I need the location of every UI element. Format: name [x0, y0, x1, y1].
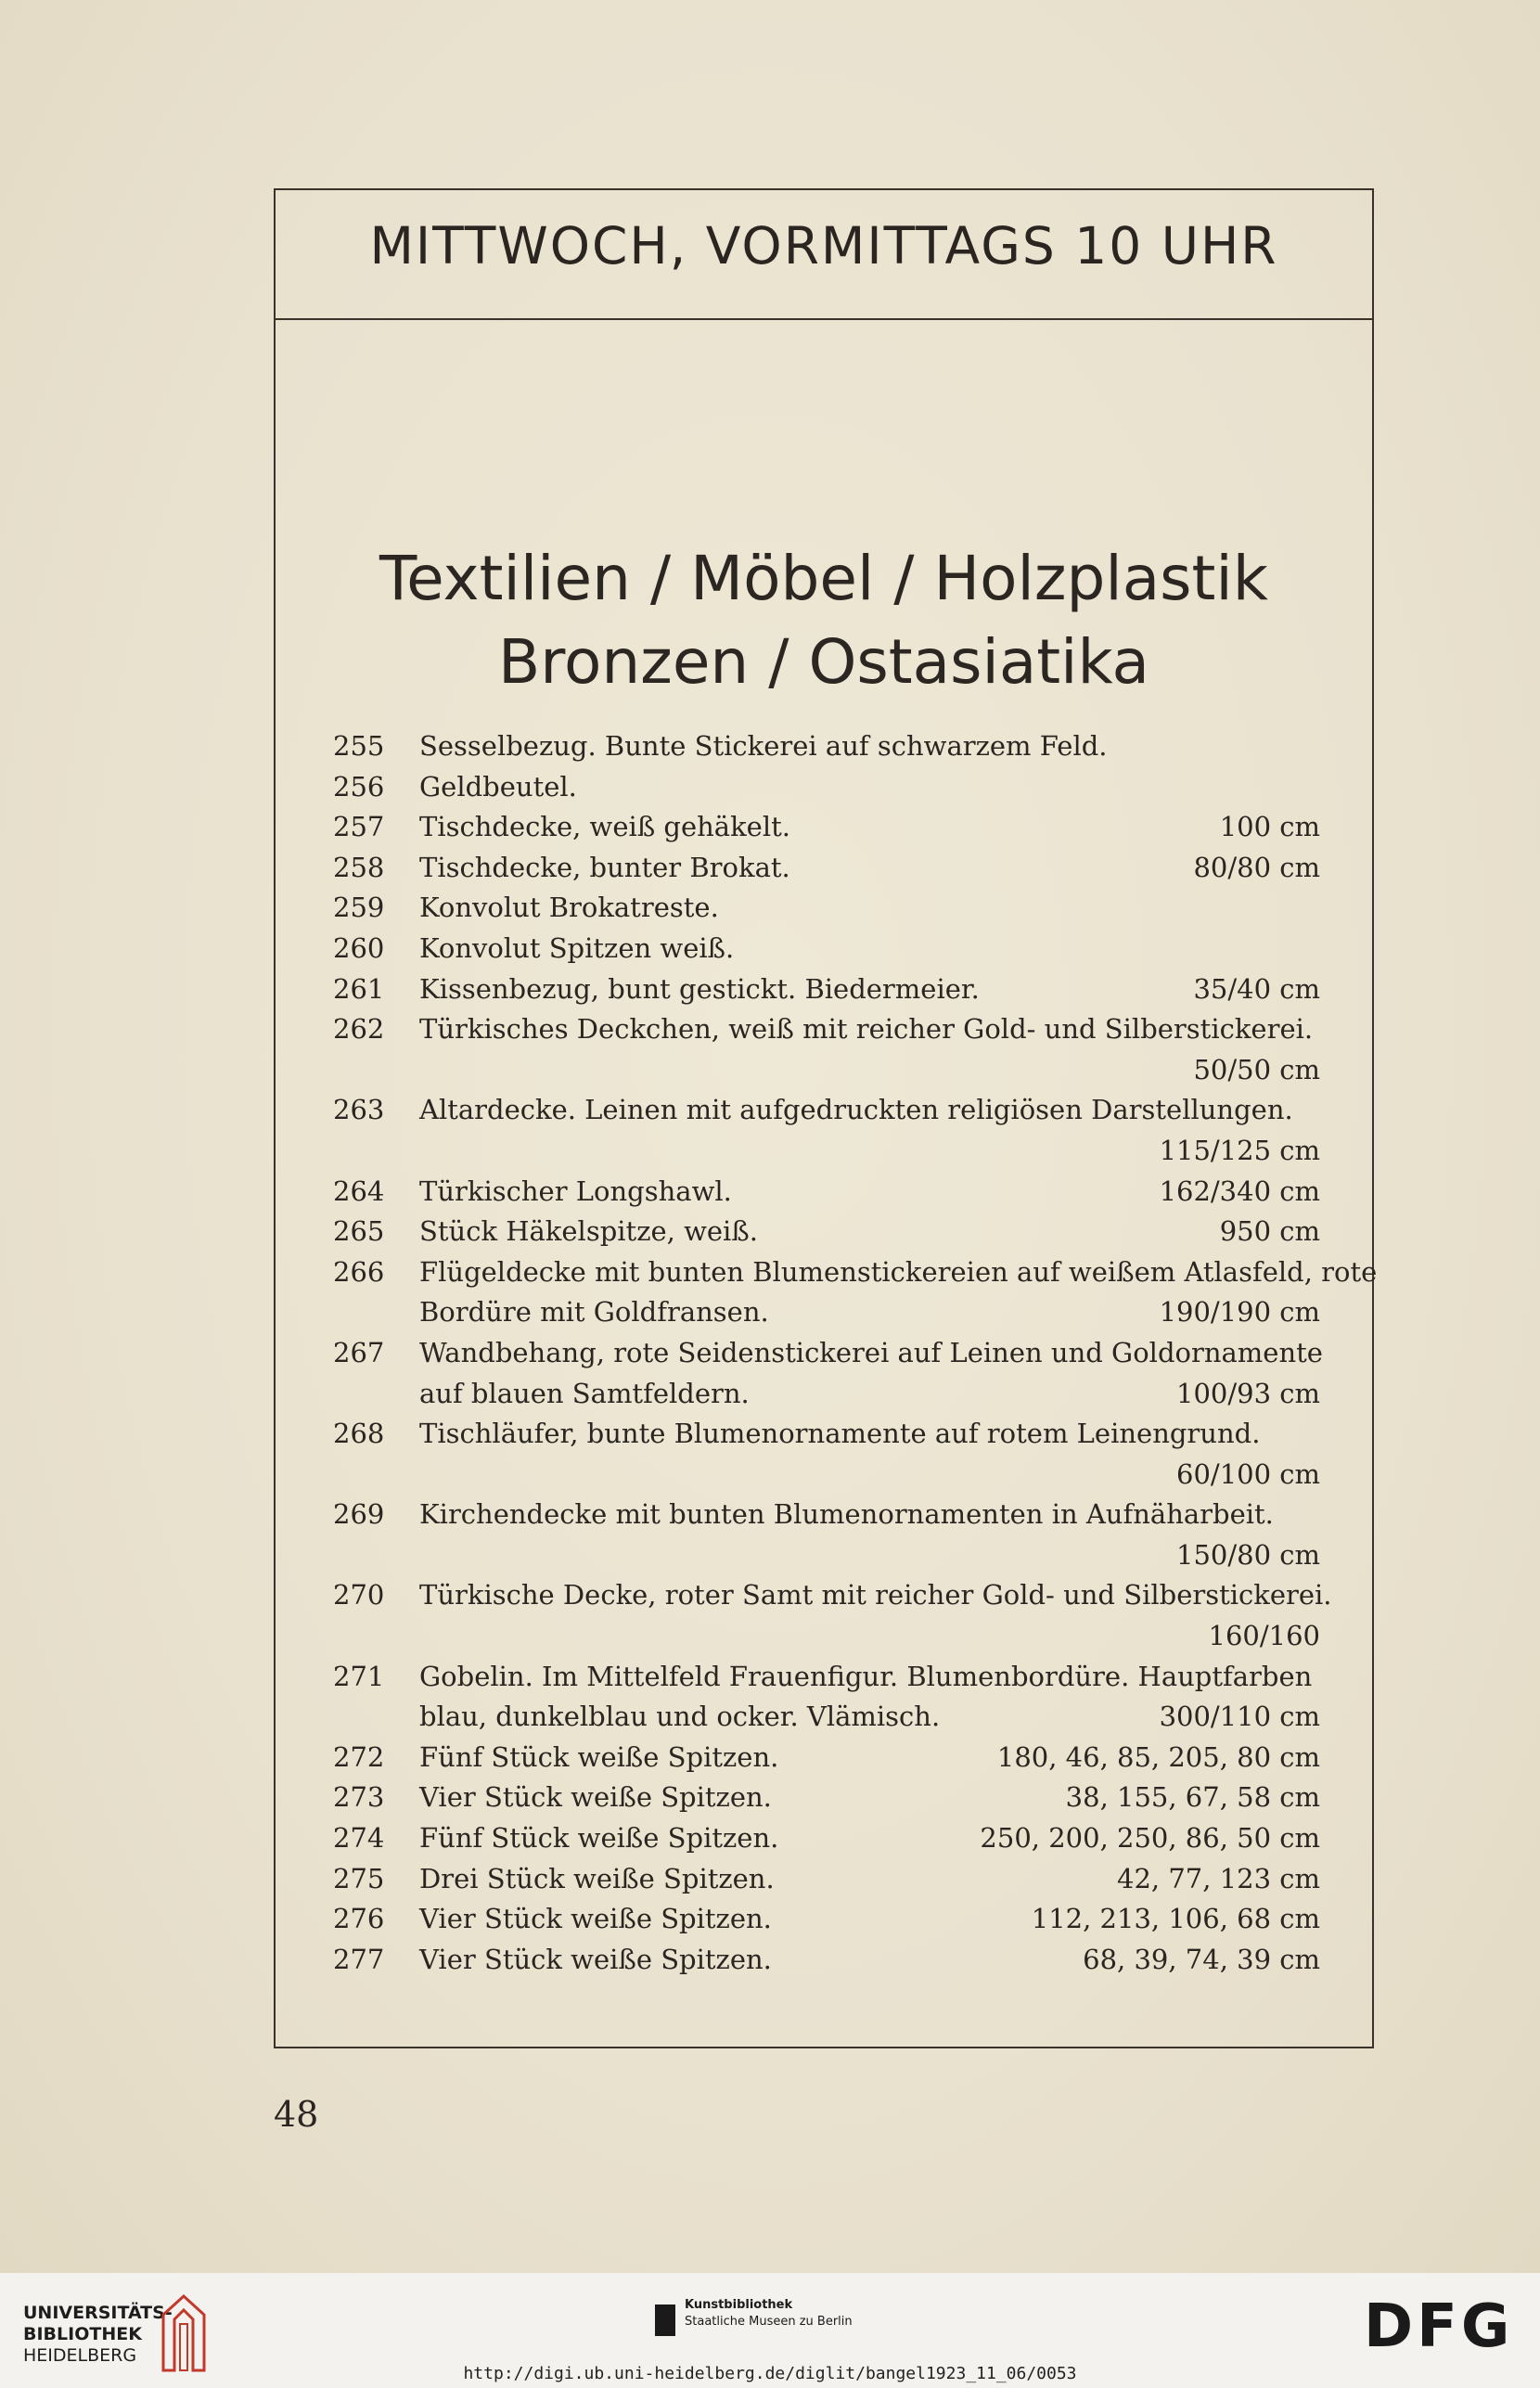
entry-line	[276, 1252, 1376, 1293]
lot-number: 265	[333, 1215, 385, 1248]
entry-line	[276, 929, 1376, 969]
lot-measurement: 80/80 cm	[1193, 851, 1320, 883]
catalog-entry	[276, 1172, 1376, 1213]
entry-line	[276, 1333, 1376, 1374]
lot-number: 259	[333, 892, 385, 924]
entry-line	[276, 1090, 1376, 1131]
lot-description: auf blauen Samtfeldern.	[419, 1377, 750, 1409]
lot-number: 277	[333, 1943, 385, 1975]
catalog-entry	[276, 1009, 1376, 1090]
catalog-entry	[276, 1940, 1376, 1981]
entry-line	[276, 1374, 1376, 1415]
entry-line	[276, 726, 1376, 767]
entry-line	[276, 1495, 1376, 1535]
lot-number: 261	[333, 972, 385, 1005]
catalog-entry	[276, 1333, 1376, 1414]
entry-line	[276, 1778, 1376, 1818]
entry-line	[276, 1657, 1376, 1698]
lot-number: 260	[333, 931, 385, 964]
library-name-line3: HEIDELBERG	[23, 2345, 137, 2366]
entry-line	[276, 888, 1376, 929]
lot-measurement: 50/50 cm	[1193, 1053, 1320, 1085]
catalog-frame	[274, 188, 1378, 2048]
lot-description: Altardecke. Leinen mit aufgedruckten religiösen Darstellungen.	[419, 1094, 1293, 1126]
dfg-logo[interactable]: DFG	[1364, 2292, 1514, 2361]
lot-description: Flügeldecke mit bunten Blumenstickereien auf weißem Atlasfeld, rote	[419, 1255, 1378, 1288]
entry-line	[276, 1575, 1376, 1616]
lot-measurement: 162/340 cm	[1159, 1175, 1320, 1207]
lot-measurement: 150/80 cm	[1176, 1538, 1320, 1571]
lot-description: Vier Stück weiße Spitzen.	[419, 1781, 772, 1814]
entry-line	[276, 848, 1376, 889]
entry-line	[276, 1050, 1376, 1091]
lot-number: 273	[333, 1781, 385, 1814]
catalog-entry	[276, 1738, 1376, 1778]
catalog-entry	[276, 1495, 1376, 1575]
lot-description: Sesselbezug. Bunte Stickerei auf schwarzem Feld.	[419, 730, 1108, 762]
source-url[interactable]: http://digi.ub.uni-heidelberg.de/diglit/bangel1923_11_06/0053	[463, 2364, 1077, 2383]
lot-number: 276	[333, 1903, 385, 1935]
lot-description: Vier Stück weiße Spitzen.	[419, 1943, 772, 1975]
lot-description: Kirchendecke mit bunten Blumenornamenten in Aufnäharbeit.	[419, 1498, 1274, 1531]
lot-number: 257	[333, 811, 385, 843]
lot-number: 262	[333, 1013, 385, 1046]
entry-line	[276, 1697, 1376, 1738]
section-title-line1: Textilien / Möbel / Holzplastik	[379, 543, 1268, 614]
catalog-entry	[276, 726, 1376, 767]
entry-line	[276, 1940, 1376, 1981]
page-header-title: MITTWOCH, VORMITTAGS 10 UHR	[369, 216, 1278, 276]
catalog-entry	[276, 1575, 1376, 1656]
lot-number: 275	[333, 1862, 385, 1894]
lot-description: Fünf Stück weiße Spitzen.	[419, 1740, 779, 1773]
catalog-entry	[276, 929, 1376, 969]
catalog-entry	[276, 1778, 1376, 1818]
section-title-line2: Bronzen / Ostasiatika	[498, 626, 1149, 698]
lot-measurement: 180, 46, 85, 205, 80 cm	[996, 1740, 1320, 1773]
catalog-entry	[276, 1818, 1376, 1859]
lot-description: Tischläufer, bunte Blumenornamente auf rotem Leinengrund.	[419, 1418, 1261, 1450]
catalog-entry	[276, 1414, 1376, 1495]
entry-line	[276, 1535, 1376, 1576]
entry-line	[276, 807, 1376, 848]
header-divider	[276, 318, 1372, 320]
kunstbibliothek-icon	[655, 2305, 675, 2336]
catalog-entry	[276, 767, 1376, 808]
lot-description: blau, dunkelblau und ocker. Vlämisch.	[419, 1701, 941, 1733]
lot-number: 274	[333, 1822, 385, 1855]
lot-description: Konvolut Brokatreste.	[419, 892, 719, 924]
library-emblem-icon	[156, 2292, 212, 2375]
catalog-entry	[276, 888, 1376, 929]
lot-measurement: 190/190 cm	[1159, 1296, 1320, 1329]
entry-line	[276, 1414, 1376, 1455]
lot-measurement: 38, 155, 67, 58 cm	[1065, 1781, 1320, 1814]
kb-name: Kunstbibliothek	[685, 2298, 793, 2312]
entry-line	[276, 1455, 1376, 1496]
lot-description: Stück Häkelspitze, weiß.	[419, 1215, 758, 1248]
entry-line	[276, 1172, 1376, 1213]
entry-line	[276, 1009, 1376, 1050]
lot-measurement: 100/93 cm	[1176, 1377, 1320, 1409]
lot-number: 258	[333, 851, 385, 883]
lot-number: 271	[333, 1660, 385, 1692]
page-number: 48	[274, 2094, 319, 2135]
catalog-entry	[276, 1657, 1376, 1738]
lot-description: Konvolut Spitzen weiß.	[419, 931, 735, 964]
entry-line	[276, 1899, 1376, 1940]
lot-measurement: 250, 200, 250, 86, 50 cm	[980, 1822, 1320, 1855]
lot-description: Tischdecke, bunter Brokat.	[419, 851, 790, 883]
lot-measurement: 100 cm	[1219, 811, 1320, 843]
entry-line	[276, 1818, 1376, 1859]
catalog-entry	[276, 1212, 1376, 1252]
lot-measurement: 35/40 cm	[1193, 972, 1320, 1005]
entry-line	[276, 1292, 1376, 1333]
lot-measurement: 112, 213, 106, 68 cm	[1031, 1903, 1320, 1935]
lot-number: 270	[333, 1579, 385, 1611]
lot-description: Vier Stück weiße Spitzen.	[419, 1903, 772, 1935]
lot-number: 255	[333, 730, 385, 762]
entry-line	[276, 1738, 1376, 1778]
entry-line	[276, 969, 1376, 1010]
entry-line	[276, 1616, 1376, 1657]
lot-number: 272	[333, 1740, 385, 1773]
lot-description: Gobelin. Im Mittelfeld Frauenfigur. Blumenbordüre. Hauptfarben	[419, 1660, 1313, 1692]
lot-number: 266	[333, 1255, 385, 1288]
lot-number: 267	[333, 1336, 385, 1368]
entry-line	[276, 1859, 1376, 1900]
catalog-entry-list	[276, 726, 1376, 1980]
kb-subtitle: Staatliche Museen zu Berlin	[685, 2315, 853, 2329]
catalog-entry	[276, 1090, 1376, 1171]
lot-measurement: 950 cm	[1219, 1215, 1320, 1248]
entry-line	[276, 1212, 1376, 1252]
catalog-entry	[276, 848, 1376, 889]
lot-description: Kissenbezug, bunt gestickt. Biedermeier.	[419, 972, 980, 1005]
lot-description: Tischdecke, weiß gehäkelt.	[419, 811, 790, 843]
lot-number: 263	[333, 1094, 385, 1126]
catalog-entry	[276, 1252, 1376, 1333]
university-library-logo[interactable]	[23, 2303, 173, 2367]
lot-number: 268	[333, 1418, 385, 1450]
lot-description: Drei Stück weiße Spitzen.	[419, 1862, 775, 1894]
lot-measurement: 68, 39, 74, 39 cm	[1083, 1943, 1320, 1975]
catalog-entry	[276, 1899, 1376, 1940]
lot-measurement: 60/100 cm	[1176, 1457, 1320, 1490]
lot-number: 264	[333, 1175, 385, 1207]
lot-measurement: 300/110 cm	[1159, 1701, 1320, 1733]
entry-line	[276, 1131, 1376, 1172]
lot-description: Wandbehang, rote Seidenstickerei auf Leinen und Goldornamente	[419, 1336, 1323, 1368]
kunstbibliothek-logo[interactable]	[685, 2297, 853, 2330]
lot-description: Geldbeutel.	[419, 770, 577, 802]
lot-description: Türkische Decke, roter Samt mit reicher Gold- und Silberstickerei.	[419, 1579, 1332, 1611]
catalog-entry	[276, 807, 1376, 848]
lot-measurement: 42, 77, 123 cm	[1117, 1862, 1320, 1894]
entry-line	[276, 767, 1376, 808]
lot-measurement: 160/160	[1208, 1620, 1320, 1652]
lot-description: Fünf Stück weiße Spitzen.	[419, 1822, 779, 1855]
catalog-entry	[276, 1859, 1376, 1900]
lot-number: 269	[333, 1498, 385, 1531]
lot-description: Bordüre mit Goldfransen.	[419, 1296, 769, 1329]
lot-measurement: 115/125 cm	[1159, 1134, 1320, 1166]
library-name-line1: UNIVERSITÄTS-	[23, 2303, 173, 2323]
lot-number: 256	[333, 770, 385, 802]
lot-description: Türkisches Deckchen, weiß mit reicher Gold- und Silberstickerei.	[419, 1013, 1314, 1046]
catalog-entry	[276, 969, 1376, 1010]
lot-description: Türkischer Longshawl.	[419, 1175, 732, 1207]
library-name-line2: BIBLIOTHEK	[23, 2324, 142, 2344]
